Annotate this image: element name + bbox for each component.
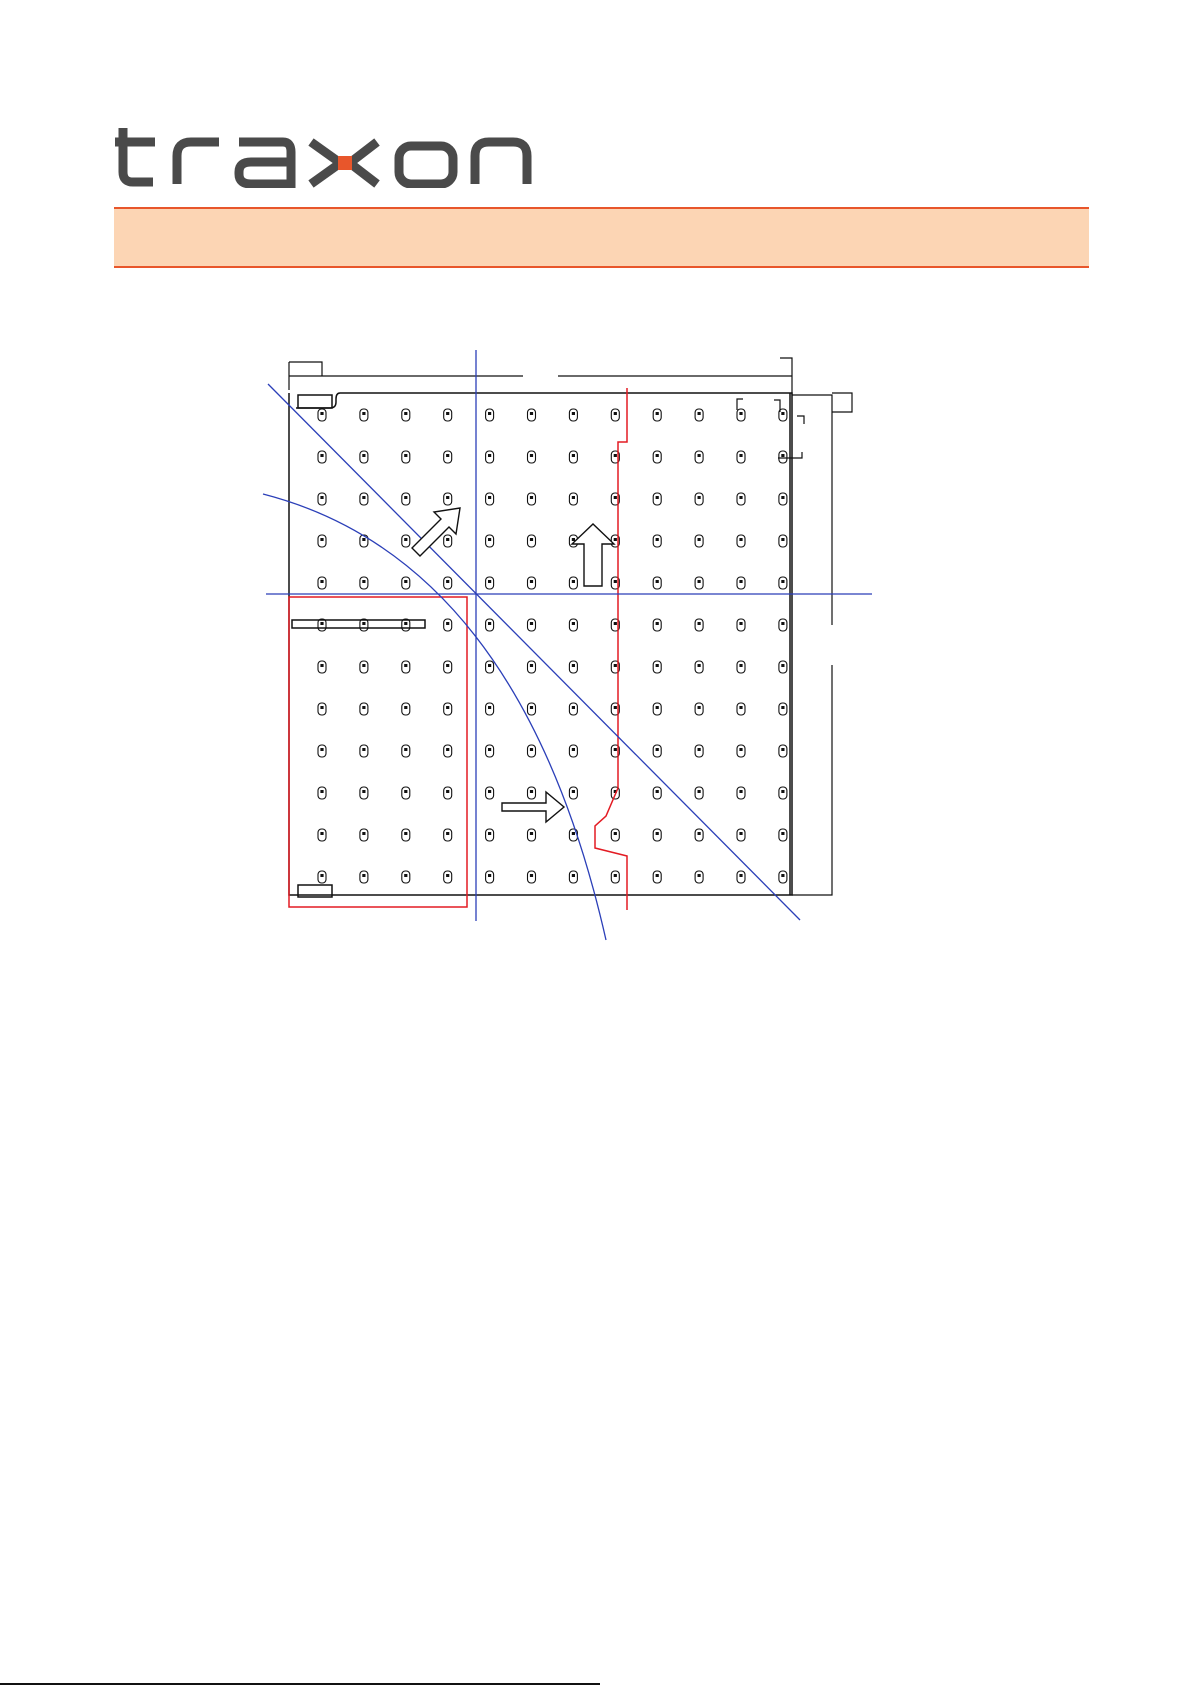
led-chip <box>572 496 575 499</box>
led-chip <box>320 622 323 625</box>
led-chip <box>446 832 449 835</box>
led-chip <box>614 874 617 877</box>
led-chip <box>739 664 742 667</box>
led-chip <box>404 622 407 625</box>
led-chip <box>320 748 323 751</box>
led-chip <box>656 412 659 415</box>
led-chip <box>530 496 533 499</box>
led-chip <box>488 454 491 457</box>
led-chip <box>530 832 533 835</box>
led-chip <box>530 454 533 457</box>
led-chip <box>572 412 575 415</box>
led-chip <box>698 832 701 835</box>
led-chip <box>739 622 742 625</box>
led-chip <box>320 790 323 793</box>
led-chip <box>739 832 742 835</box>
led-chip <box>488 538 491 541</box>
led-chip <box>404 874 407 877</box>
led-chip <box>614 580 617 583</box>
led-chip <box>614 664 617 667</box>
led-chip <box>446 622 449 625</box>
led-chip <box>614 706 617 709</box>
led-chip <box>781 580 784 583</box>
led-chip <box>781 412 784 415</box>
led-chip <box>572 790 575 793</box>
led-chip <box>404 538 407 541</box>
led-chip <box>404 454 407 457</box>
led-chip <box>362 412 365 415</box>
led-chip <box>781 538 784 541</box>
led-chip <box>488 706 491 709</box>
led-chip <box>320 706 323 709</box>
led-chip <box>404 496 407 499</box>
led-chip <box>530 748 533 751</box>
tile-outline <box>289 393 792 897</box>
led-chip <box>572 874 575 877</box>
led-chip <box>530 538 533 541</box>
led-chip <box>656 580 659 583</box>
led-chip <box>614 538 617 541</box>
led-chip <box>698 622 701 625</box>
led-chip <box>739 706 742 709</box>
led-chip <box>698 790 701 793</box>
led-chip <box>656 622 659 625</box>
led-chip <box>656 748 659 751</box>
led-chip <box>446 454 449 457</box>
led-chip <box>572 748 575 751</box>
led-chip <box>781 748 784 751</box>
led-chip <box>614 748 617 751</box>
led-chip <box>362 832 365 835</box>
led-chip <box>572 580 575 583</box>
led-chip <box>362 790 365 793</box>
led-chip <box>320 832 323 835</box>
led-chip <box>656 706 659 709</box>
led-chip <box>656 790 659 793</box>
led-chip <box>362 664 365 667</box>
led-chip <box>446 664 449 667</box>
led-chip <box>572 538 575 541</box>
led-chip <box>404 706 407 709</box>
led-chip <box>488 748 491 751</box>
led-chip <box>320 454 323 457</box>
arrow-diagonal-up-right <box>412 508 460 556</box>
led-chip <box>781 454 784 457</box>
led-chip <box>614 496 617 499</box>
led-chip <box>698 748 701 751</box>
led-chip <box>739 496 742 499</box>
led-chip <box>656 664 659 667</box>
led-chip <box>404 832 407 835</box>
led-chip <box>320 412 323 415</box>
led-chip <box>404 748 407 751</box>
led-chip <box>739 748 742 751</box>
led-chip <box>739 790 742 793</box>
led-chip <box>488 622 491 625</box>
led-chip <box>614 622 617 625</box>
led-chip <box>572 706 575 709</box>
led-chip <box>739 454 742 457</box>
led-chip <box>656 454 659 457</box>
led-chip <box>530 790 533 793</box>
led-chip <box>446 706 449 709</box>
led-chip <box>488 790 491 793</box>
led-chip <box>698 496 701 499</box>
led-chip <box>781 496 784 499</box>
led-chip <box>698 664 701 667</box>
led-chip <box>320 874 323 877</box>
led-chip <box>362 580 365 583</box>
led-chip <box>572 622 575 625</box>
led-chip <box>614 412 617 415</box>
led-chip <box>739 538 742 541</box>
led-chip <box>656 496 659 499</box>
led-chip <box>362 538 365 541</box>
led-chip <box>698 706 701 709</box>
led-chip <box>739 874 742 877</box>
led-chip <box>488 832 491 835</box>
led-chip <box>488 412 491 415</box>
led-chip <box>572 664 575 667</box>
led-chip <box>404 790 407 793</box>
led-chip <box>698 454 701 457</box>
led-chip <box>488 580 491 583</box>
led-chip <box>698 538 701 541</box>
led-chip <box>614 832 617 835</box>
led-chip <box>530 412 533 415</box>
led-chip <box>362 748 365 751</box>
led-chip <box>404 580 407 583</box>
led-chip <box>656 538 659 541</box>
led-chip <box>530 580 533 583</box>
led-chip <box>320 664 323 667</box>
arrow-right <box>502 792 564 822</box>
led-chip <box>446 874 449 877</box>
led-chip <box>572 832 575 835</box>
led-chip <box>446 412 449 415</box>
direction-arrows <box>412 508 614 822</box>
led-chip <box>656 832 659 835</box>
led-chip <box>656 874 659 877</box>
led-chip <box>362 706 365 709</box>
led-chip <box>446 748 449 751</box>
led-chip <box>781 832 784 835</box>
led-chip <box>781 790 784 793</box>
led-chip <box>698 412 701 415</box>
led-chip <box>781 664 784 667</box>
blue-guide-lines <box>263 350 872 940</box>
led-chip <box>530 706 533 709</box>
led-chip <box>781 706 784 709</box>
led-chip <box>320 538 323 541</box>
led-chip <box>362 496 365 499</box>
led-chip <box>320 580 323 583</box>
led-chip <box>446 580 449 583</box>
led-chip <box>488 496 491 499</box>
led-chip <box>362 622 365 625</box>
arrow-up <box>572 524 614 586</box>
led-chip <box>698 580 701 583</box>
led-chip <box>530 622 533 625</box>
led-chip <box>739 580 742 583</box>
led-chip <box>572 454 575 457</box>
led-chip <box>362 874 365 877</box>
led-chip <box>362 454 365 457</box>
led-chip <box>488 664 491 667</box>
led-chip <box>488 874 491 877</box>
led-chip <box>739 412 742 415</box>
led-chip <box>614 454 617 457</box>
led-chip <box>446 790 449 793</box>
led-chip <box>698 874 701 877</box>
led-chip <box>320 496 323 499</box>
led-chip <box>446 538 449 541</box>
led-chip <box>530 874 533 877</box>
led-chip <box>781 874 784 877</box>
led-chip <box>446 496 449 499</box>
led-chip <box>530 664 533 667</box>
led-chip <box>781 622 784 625</box>
led-chip <box>404 664 407 667</box>
led-chip <box>404 412 407 415</box>
